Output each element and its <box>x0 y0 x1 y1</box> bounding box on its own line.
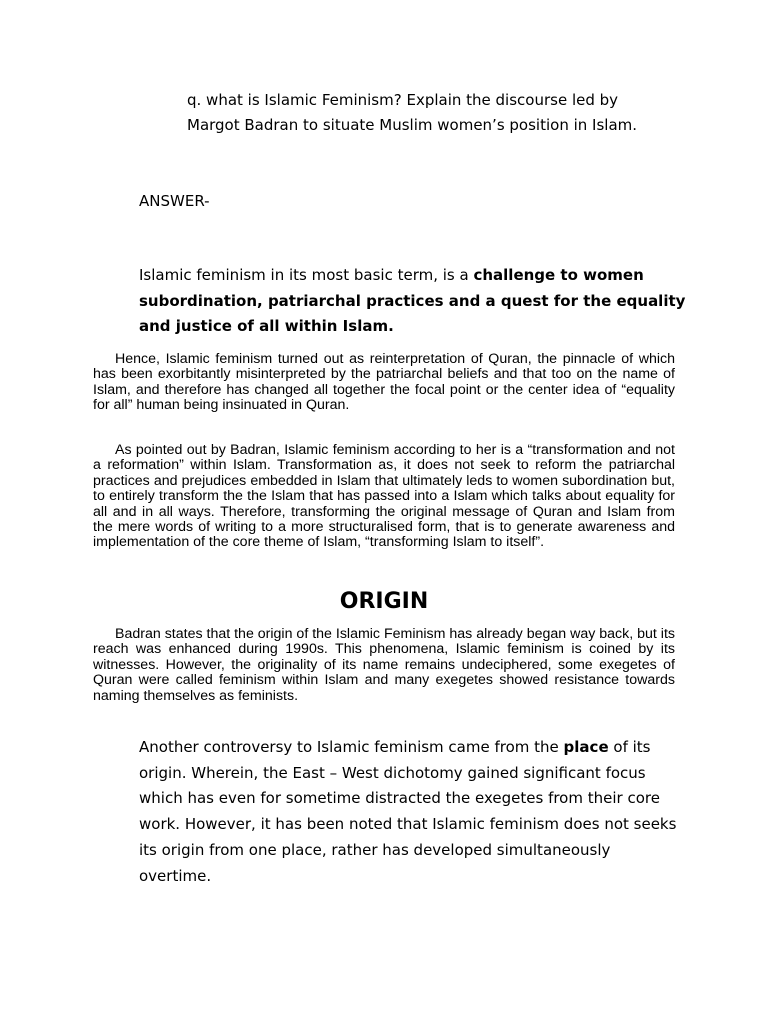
closing-text-after: of its origin. Wherein, the East – West dichotomy gained significant focus which has even for sometime distracted the exegetes from their core work. However, it has been noted that Islamic feminism does not seeks its origin from one place, rather has developed simultaneously overtime. <box>139 738 677 885</box>
origin-heading: ORIGIN <box>339 589 429 614</box>
paragraph-reinterpretation: Hence, Islamic feminism turned out as reinterpretation of Quran, the pinnacle of which has been exorbitantly misinterpreted by the patriarchal beliefs and that too on the name of Islam, and therefore has changed all together the focal point or the center idea of “equality for all” human being insinuated in Quran. <box>93 351 675 414</box>
intro-paragraph <box>139 263 699 340</box>
closing-text-before: Another controversy to Islamic feminism came from the <box>139 738 564 756</box>
question-line-2: Margot Badran to situate Muslim women’s position in Islam. <box>187 116 638 134</box>
intro-plain-text: Islamic feminism in its most basic term, is a <box>139 266 474 284</box>
closing-paragraph <box>139 735 679 889</box>
question-line-1: q. what is Islamic Feminism? Explain the discourse led by <box>187 91 619 109</box>
closing-bold-place: place <box>563 738 609 756</box>
question-text <box>187 88 707 138</box>
intro-bold-text: challenge to women subordination, patriarchal practices and a quest for the equality and justice of all within Islam. <box>139 266 686 335</box>
paragraph-origin: Badran states that the origin of the Islamic Feminism has already began way back, but its reach was enhanced during 1990s. This phenomena, Islamic feminism is coined by its witnesses. However, the originality of its name remains undeciphered, some exegetes of Quran were called feminism within Islam and many exegetes showed resistance towards naming themselves as feminists. <box>93 626 675 704</box>
paragraph-transformation: As pointed out by Badran, Islamic feminism according to her is a “transformation and not a reformation” within Islam. Transformation as, it does not seek to reform the patriarchal practices and prejudices embedded in Islam that ultimately leds to women subordination but, to entirely transform the the Islam that has passed into a Islam which talks about equality for all and in all ways. Therefore, transforming the original message of Quran and Islam from the mere words of writing to a more structuralised form, that is to generate awareness and implementation of the core theme of Islam, “transforming Islam to itself”. <box>93 442 675 551</box>
answer-label: ANSWER- <box>139 192 210 210</box>
